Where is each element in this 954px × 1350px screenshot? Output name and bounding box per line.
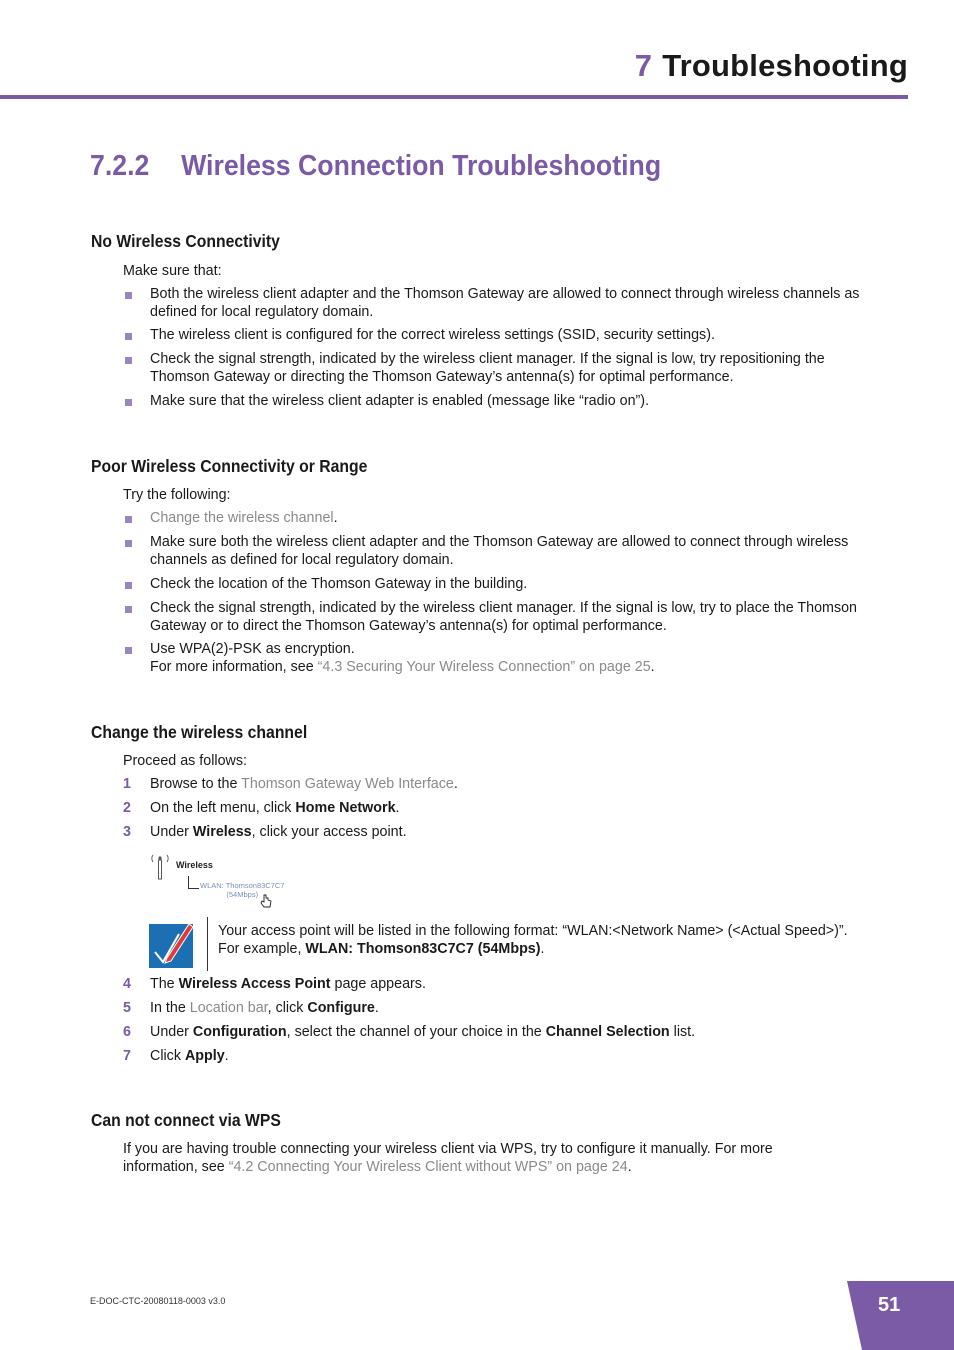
list-item: Make sure that the wireless client adapter is enabled (message like “radio on”). (150, 393, 650, 409)
heading-no-wireless: No Wireless Connectivity (91, 231, 280, 251)
section-title-text: Wireless Connection Troubleshooting (181, 150, 662, 182)
wireless-screenshot (150, 850, 310, 912)
tree-connector (188, 876, 199, 889)
step-item: Click Apply. (150, 1048, 229, 1064)
bullet-icon (125, 582, 132, 589)
wireless-label: Wireless (176, 860, 213, 870)
bullet-icon (125, 333, 132, 340)
step-number: 5 (123, 1000, 131, 1016)
no-wireless-intro: Make sure that: (123, 263, 222, 279)
list-item: Use WPA(2)-PSK as encryption. For more information, see “4.3 Securing Your Wireless Connection” on page 25. (150, 641, 655, 675)
note-icon (149, 918, 197, 970)
step-item: Under Wireless, click your access point. (150, 824, 407, 840)
poor-wireless-intro: Try the following: (123, 487, 231, 503)
step-item: Under Configuration, select the channel of your choice in the Channel Selection list. (150, 1024, 696, 1040)
list-item: The wireless client is configured for the correct wireless settings (SSID, security settings). (150, 327, 715, 343)
location-bar-link[interactable]: Location bar (189, 1000, 268, 1016)
note-divider (207, 917, 208, 971)
section-title (90, 150, 661, 183)
heading-poor-wireless: Poor Wireless Connectivity or Range (91, 456, 368, 476)
antenna-icon (150, 852, 170, 882)
chapter-title: Troubleshooting (662, 48, 908, 83)
chapter-header (635, 48, 908, 84)
step-number: 6 (123, 1024, 131, 1040)
heading-wps: Can not connect via WPS (91, 1110, 281, 1130)
list-item: Check the signal strength, indicated by the wireless client manager. If the signal is low, try repositioning the Thomson Gateway or directing the Thomson Gateway’s antenna(s) for optimal performance. (150, 351, 825, 385)
step-item: On the left menu, click Home Network. (150, 800, 400, 816)
wps-text: If you are having trouble connecting your wireless client via WPS, try to configure it manually. For more information, see “4.2 Connecting Your Wireless Client without WPS” on page 24. (123, 1141, 773, 1175)
list-item: Check the location of the Thomson Gateway in the building. (150, 576, 528, 592)
list-item: Change the wireless channel. (150, 510, 338, 526)
page-number: 51 (878, 1294, 901, 1316)
step-number: 3 (123, 824, 131, 840)
document-id: E-DOC-CTC-20080118-0003 v3.0 (90, 1296, 226, 1306)
bullet-icon (125, 516, 132, 523)
bullet-icon (125, 292, 132, 299)
heading-change-channel: Change the wireless channel (91, 722, 308, 742)
step-number: 2 (123, 800, 131, 816)
step-item: The Wireless Access Point page appears. (150, 976, 426, 992)
list-item: Both the wireless client adapter and the Thomson Gateway are allowed to connect through wireless channels as defined for local regulatory domain. (150, 286, 860, 320)
change-channel-intro: Proceed as follows: (123, 753, 247, 769)
wlan-access-point-link[interactable]: WLAN: Thomson83C7C7 (54Mbps) (200, 881, 285, 899)
bullet-icon (125, 606, 132, 613)
step-number: 4 (123, 976, 131, 992)
section-number: 7.2.2 (90, 150, 150, 182)
note-text: Your access point will be listed in the following format: “WLAN:<Network Name> (<Actual Speed>)”. For example, WLAN: Thomson83C7C7 (54Mbps). (218, 923, 848, 957)
pointer-hand-icon (260, 894, 272, 908)
bullet-icon (125, 399, 132, 406)
securing-connection-link[interactable]: “4.3 Securing Your Wireless Connection” on page 25 (317, 658, 651, 675)
step-number: 7 (123, 1048, 131, 1064)
step-item: In the Location bar, click Configure. (150, 1000, 379, 1016)
bullet-icon (125, 357, 132, 364)
bullet-icon (125, 647, 132, 654)
list-item: Make sure both the wireless client adapter and the Thomson Gateway are allowed to connect through wireless channels as defined for local regulatory domain. (150, 534, 849, 568)
change-channel-link[interactable]: Change the wireless channel (150, 510, 334, 526)
page-number-tab (847, 1281, 954, 1350)
list-item: Check the signal strength, indicated by the wireless client manager. If the signal is low, try to place the Thomson Gateway or to direct the Thomson Gateway’s antenna(s) for optimal performance. (150, 600, 858, 634)
step-item: Browse to the Thomson Gateway Web Interface. (150, 776, 458, 792)
connect-without-wps-link[interactable]: “4.2 Connecting Your Wireless Client without WPS” on page 24 (228, 1158, 628, 1175)
chapter-number: 7 (634, 48, 653, 83)
step-number: 1 (123, 776, 131, 792)
web-interface-link[interactable]: Thomson Gateway Web Interface (241, 776, 454, 792)
bullet-icon (125, 540, 132, 547)
header-rule (0, 95, 908, 99)
